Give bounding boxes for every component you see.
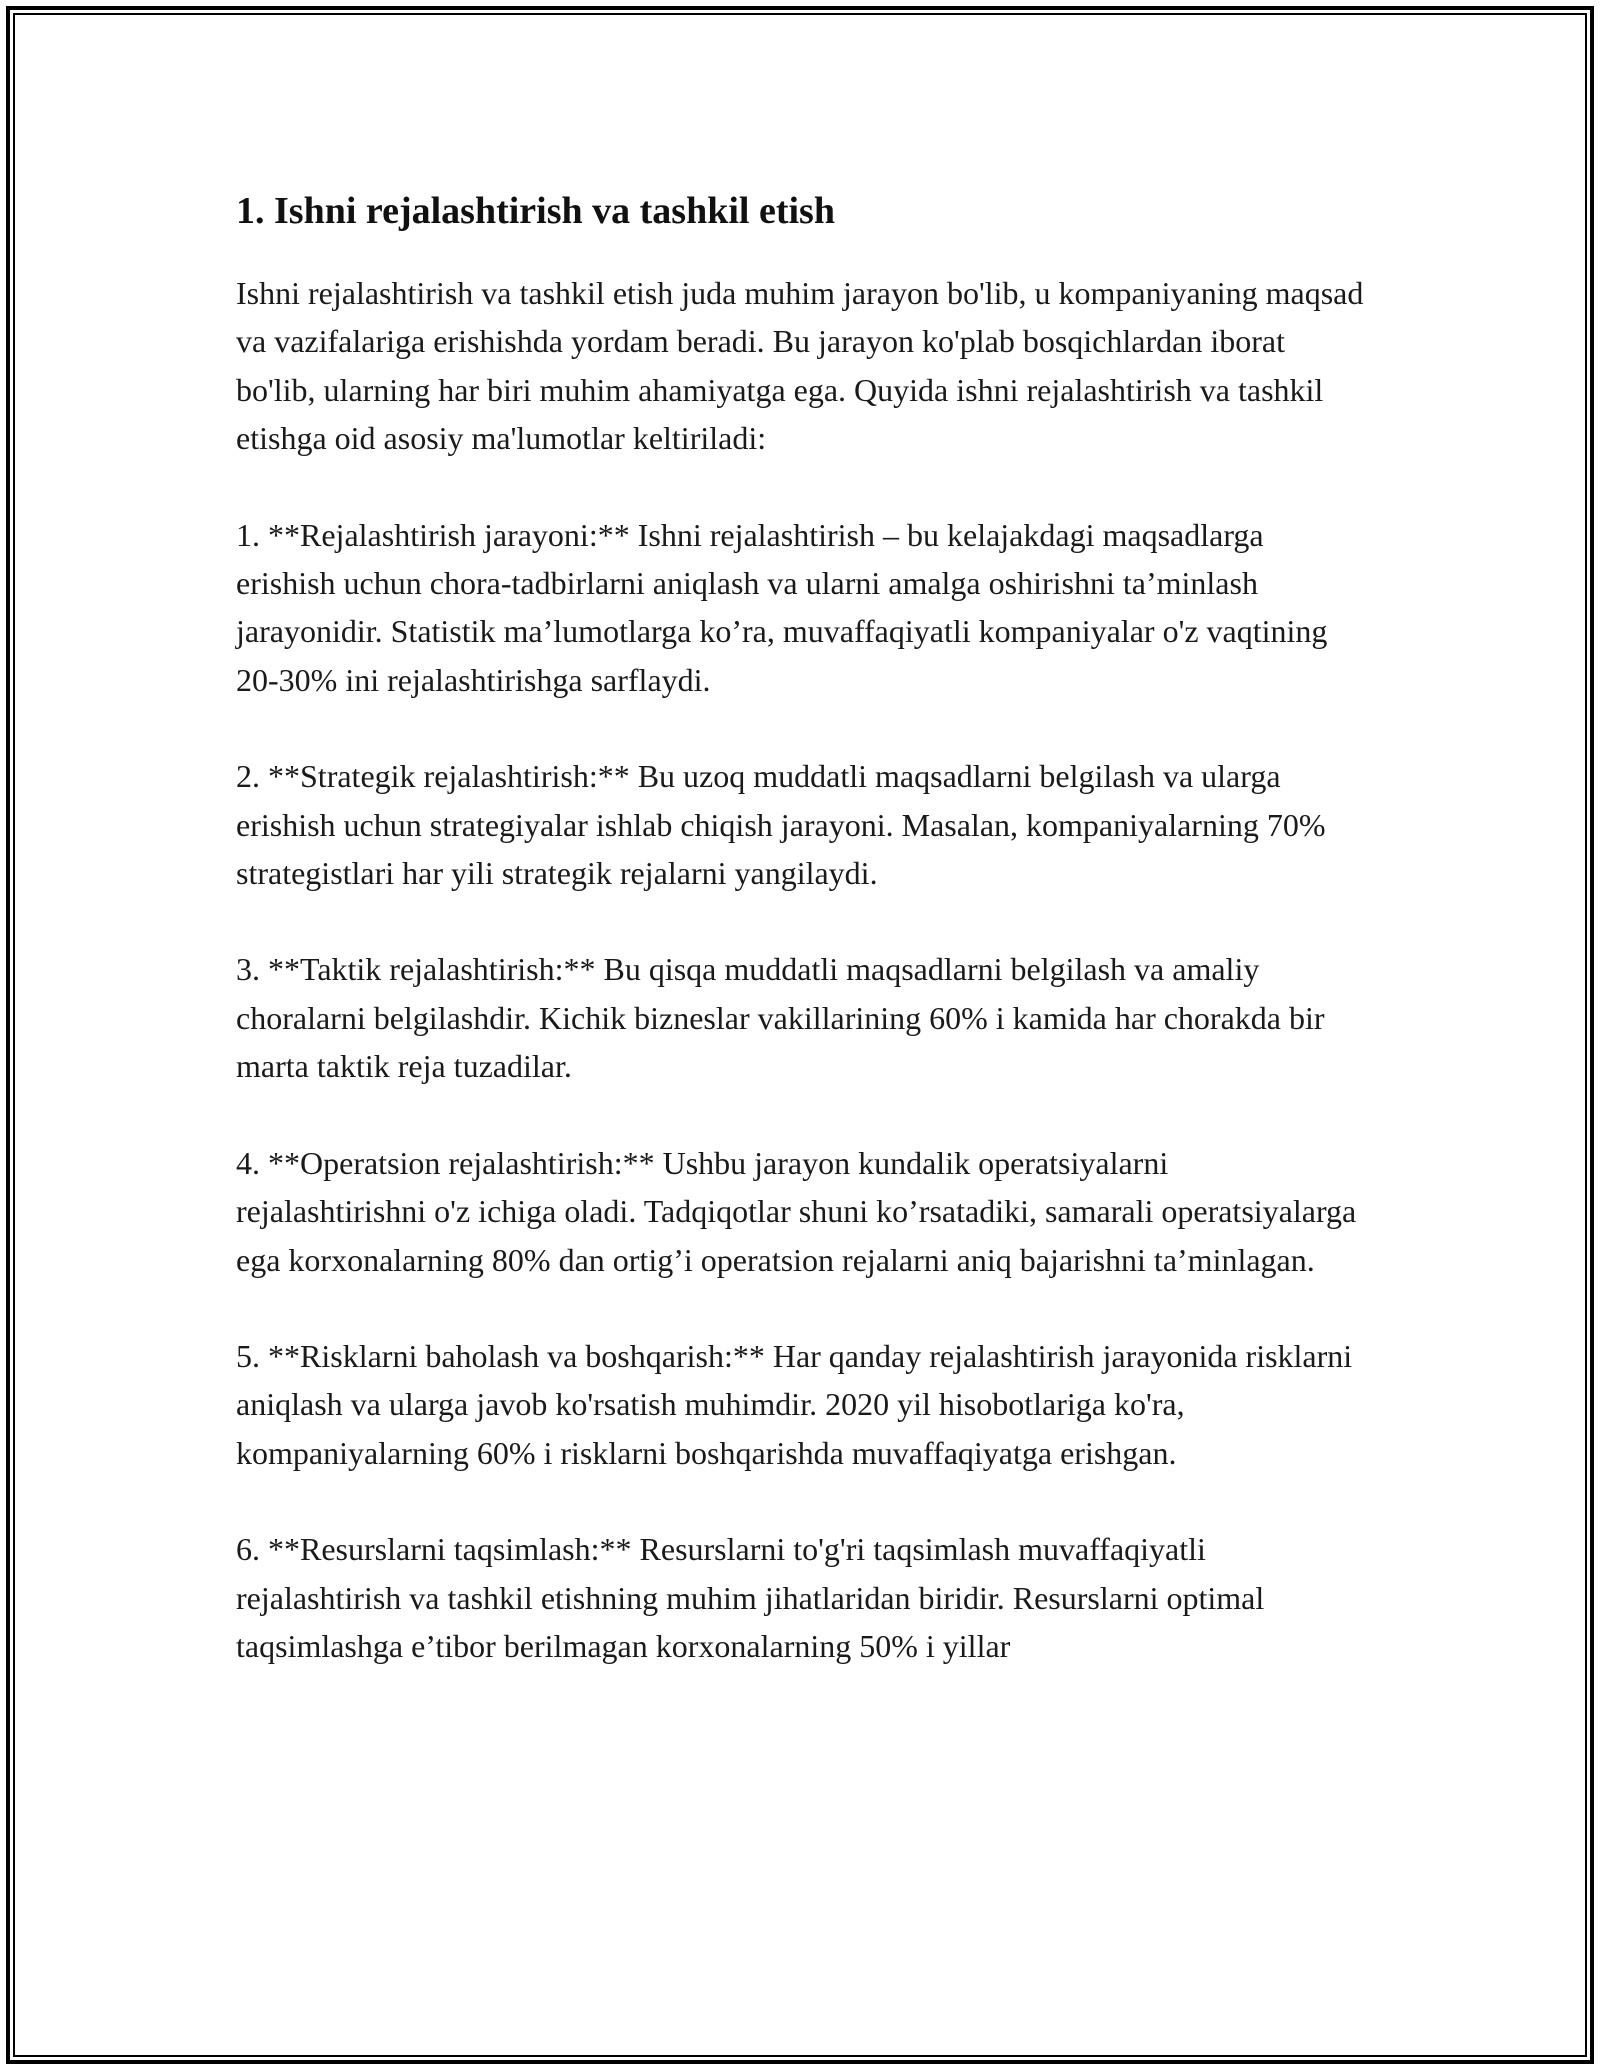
list-item-strategic-planning: 2. **Strategik rejalashtirish:** Bu uzoq muddatli maqsadlarni belgilash va ularga erishish uchun strategiyalar ishlab chiqish jarayoni. Masalan, kompaniyalarning 70% strategistlari har yili strategik rejalarni yangilaydi.	[236, 758, 1326, 892]
list-item-resource-allocation: 6. **Resurslarni taqsimlash:** Resurslarni to'g'ri taqsimlash muvaffaqiyatli rejalashtirish va tashkil etishning muhim jihatlaridan biridir. Resurslarni optimal taqsimlashga e’tibor berilmagan korxonalarning 50% i yillar	[236, 1531, 1265, 1664]
document-body	[236, 186, 1366, 1718]
list-item-planning-process: 1. **Rejalashtirish jarayoni:** Ishni rejalashtirish – bu kelajakdagi maqsadlarga erishish uchun chora-tadbirlarni aniqlash va ularni amalga oshirishni ta’minlash jarayonidir. Statistik ma’lumotlarga ko’ra, muvaffaqiyatli kompaniyalar o'z vaqtining 20-30% ini rejalashtirishga sarflaydi.	[236, 516, 1328, 698]
list-item-tactical-planning: 3. **Taktik rejalashtirish:** Bu qisqa muddatli maqsadlarni belgilash va amaliy choralarni belgilashdir. Kichik bizneslar vakillarining 60% i kamida har chorakda bir marta taktik reja tuzadilar.	[236, 951, 1325, 1085]
list-item-operational-planning: 4. **Operatsion rejalashtirish:** Ushbu jarayon kundalik operatsiyalarni rejalashtirishni o'z ichiga oladi. Tadqiqotlar shuni ko’rsatadiki, samarali operatsiyalarga ega korxonalarning 80% dan ortig’i operatsion rejalarni aniq bajarishni ta’minlagan.	[236, 1144, 1357, 1278]
intro-paragraph: Ishni rejalashtirish va tashkil etish juda muhim jarayon bo'lib, u kompaniyaning maqsad va vazifalariga erishishda yordam beradi. Bu jarayon ko'plab bosqichlardan iborat bo'lib, ularning har biri muhim ahamiyatga ega. Quyida ishni rejalashtirish va tashkil etishga oid asosiy ma'lumotlar keltiriladi:	[236, 275, 1364, 457]
list-item-risk-management: 5. **Risklarni baholash va boshqarish:** Har qanday rejalashtirish jarayonida risklarni aniqlash va ularga javob ko'rsatish muhimdir. 2020 yil hisobotlariga ko'ra, kompaniyalarning 60% i risklarni boshqarishda muvaffaqiyatga erishgan.	[236, 1337, 1353, 1471]
section-heading: 1. Ishni rejalashtirish va tashkil etish	[236, 190, 835, 232]
